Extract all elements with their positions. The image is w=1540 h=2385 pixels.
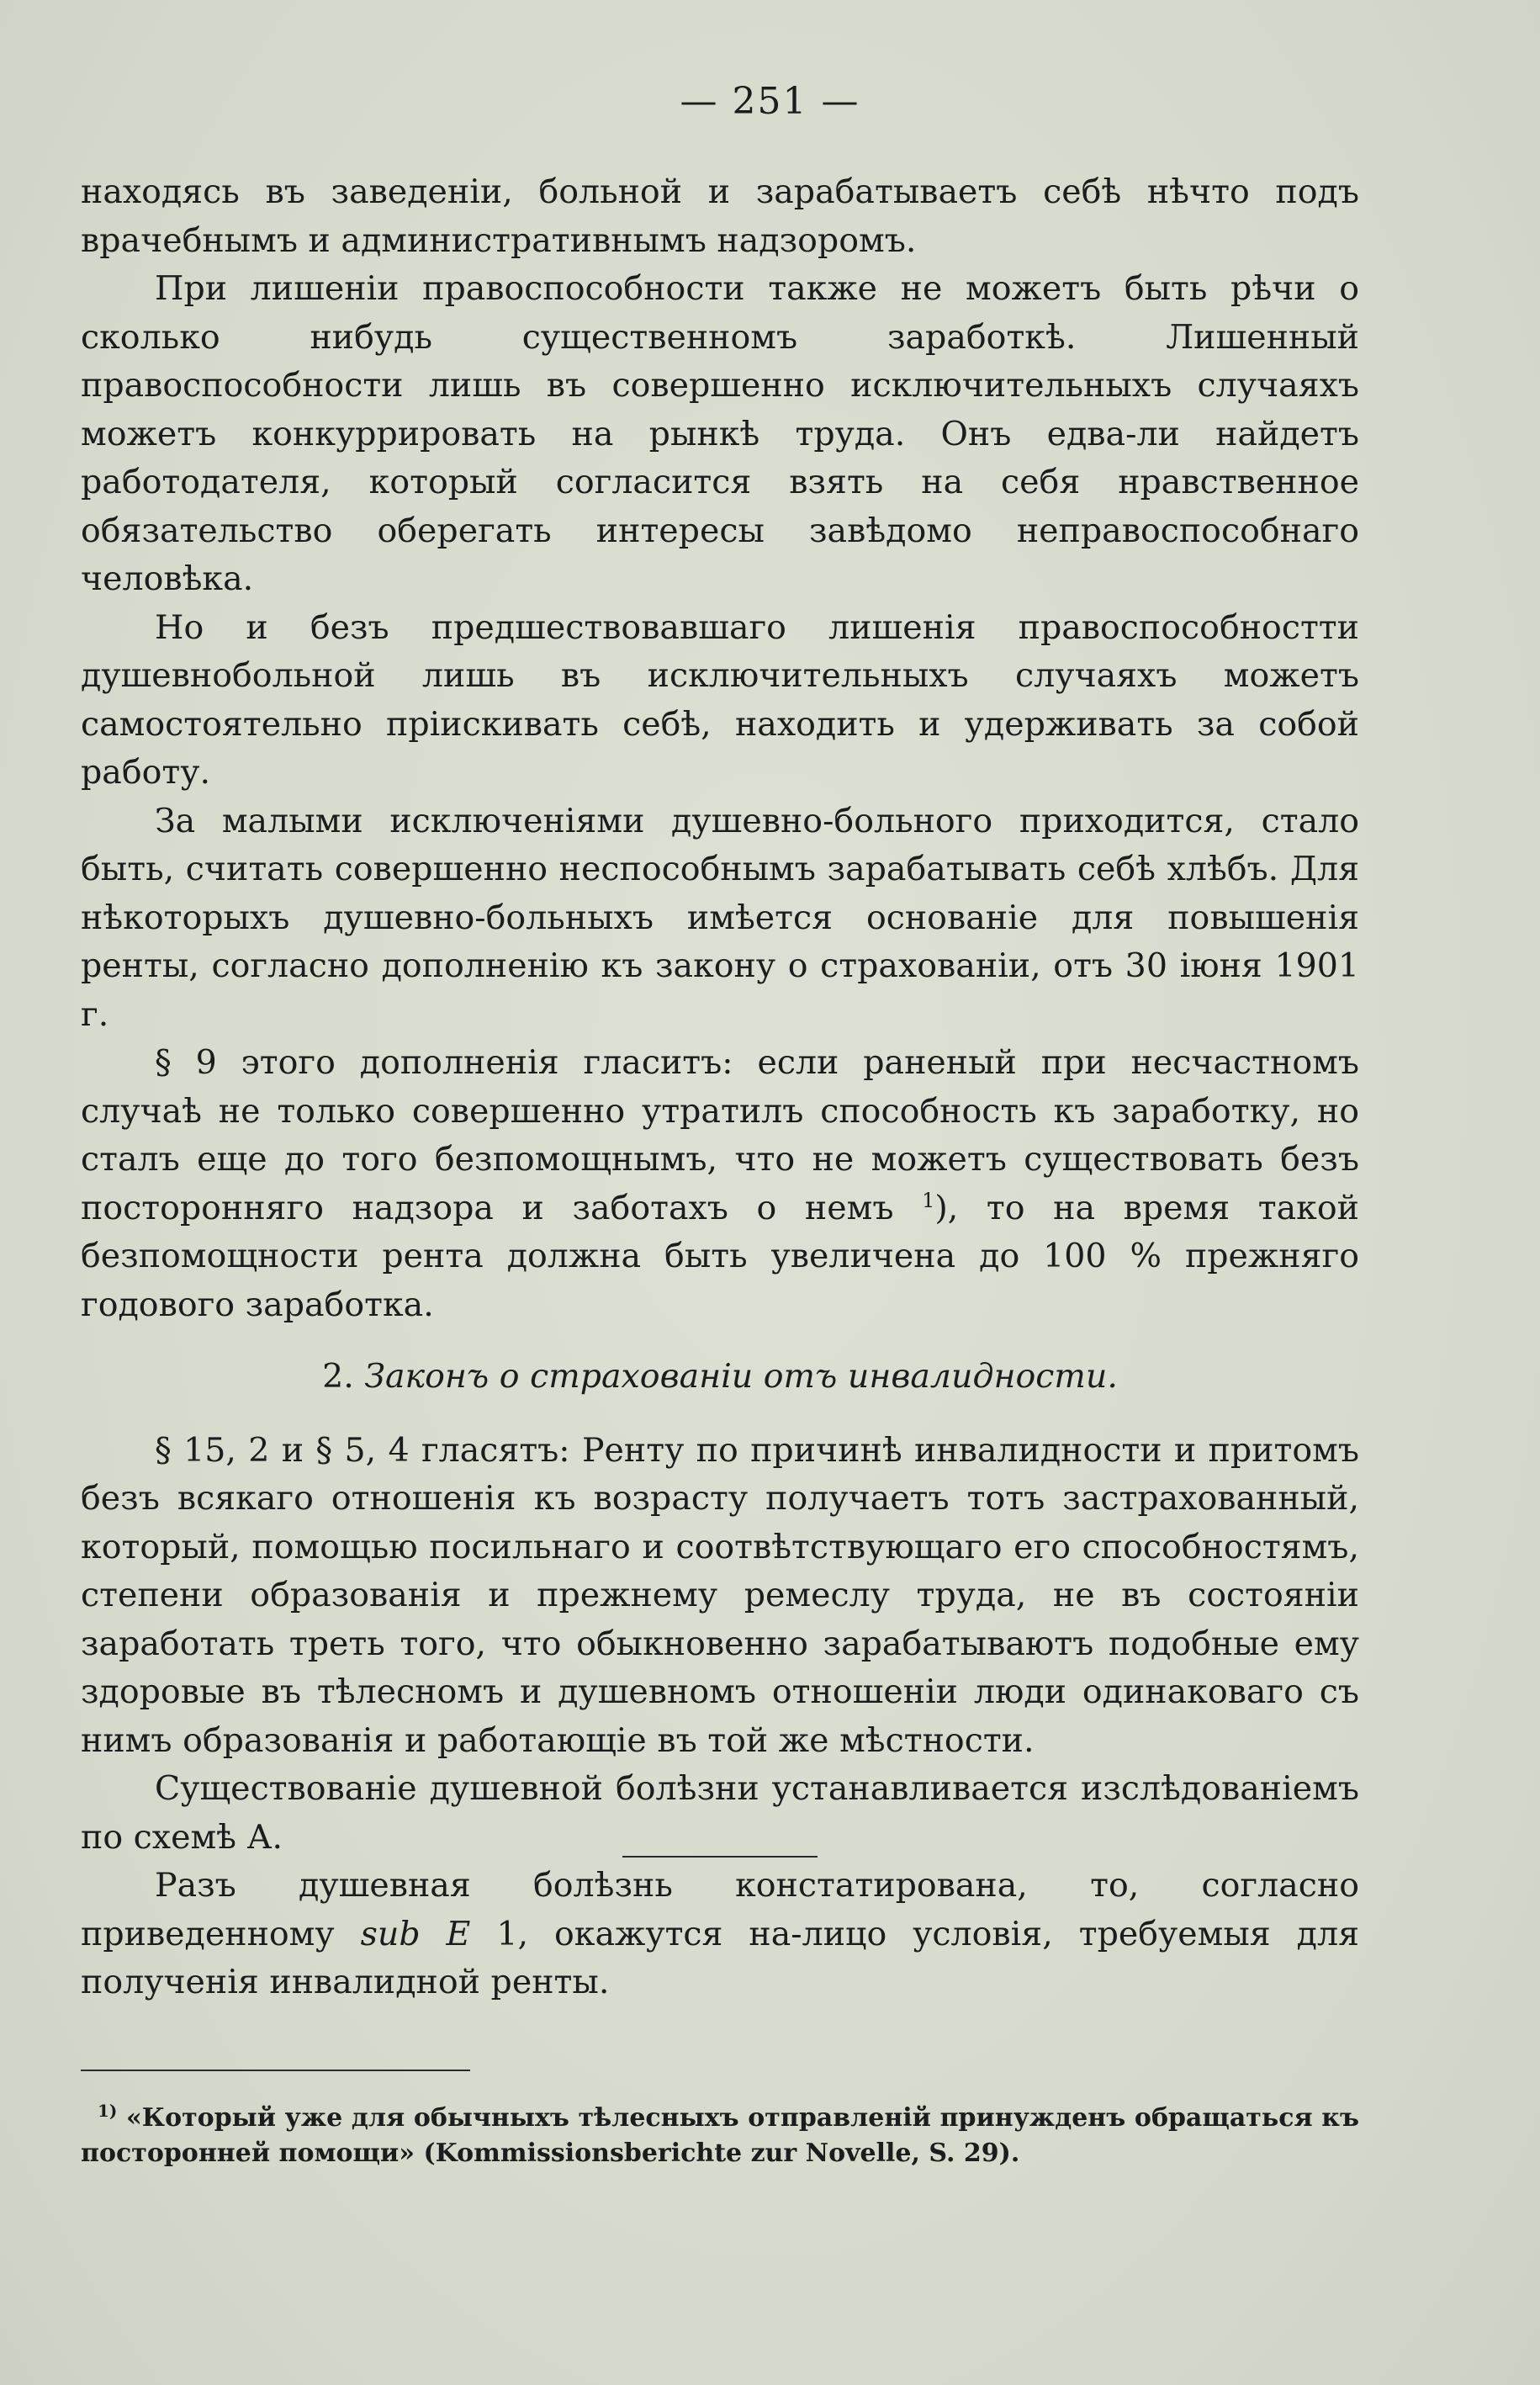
footnote-separator: [81, 2070, 470, 2071]
section-heading: [81, 1353, 1359, 1402]
footnote-reference: 1: [922, 1188, 935, 1212]
section-number: 2.: [322, 1357, 354, 1396]
section-paragraph-3-text-b: 1, окажутся на-лицо условiя, требуемыя для полученiя инвалидной ренты.: [81, 1914, 1359, 2001]
footnote-marker: 1): [98, 2101, 118, 2121]
footnote-text: «Который уже для обычныхъ тѣлесныхъ отправленiй принужденъ обращаться къ посторонней помощи» (Kommissionsberichte zur Novelle, S. 29).: [81, 2103, 1359, 2168]
section-end-rule: [622, 1856, 818, 1858]
section-paragraph-2: Существованiе душевной болѣзни устанавливается изслѣдованiемъ по схемѣ А.: [81, 1769, 1359, 1857]
page-number: — 251 —: [680, 80, 860, 123]
section-paragraph-3: [81, 1862, 1359, 2007]
paragraph-2: При лишенiи правоспособности также не можетъ быть рѣчи о сколько нибудь существенномъ заработкѣ. Лишенный правоспособности лишь въ совершенно исключительныхъ случаяхъ можетъ конкуррировать на рынкѣ труда. Онъ едва-ли найдетъ работодателя, который согласится взять на себя нравственное обязательство оберегать интересы завѣдомо неправоспособнаго человѣка.: [81, 269, 1359, 598]
paragraph-1: находясь въ заведенiи, больной и зарабатываетъ себѣ нѣчто подъ врачебнымъ и административнымъ надзоромъ.: [81, 172, 1359, 260]
paragraph-5-text-a: § 9 этого дополненiя гласитъ: если раненый при несчастномъ случаѣ не только совершенно утратилъ способность къ заработку, но сталъ еще до того безпомощнымъ, что не можетъ существовать безъ посторонняго надзора и заботахъ о немъ: [81, 1043, 1359, 1227]
section-paragraph-1: § 15, 2 и § 5, 4 гласятъ: Ренту по причинѣ инвалидности и притомъ безъ всякаго отношенiя къ возрасту получаетъ тотъ застрахованный, который, помощью посильнаго и соотвѣтствующаго его способностямъ, степени образованiя и прежнему ремеслу труда, не въ состоянiи заработать треть того, что обыкновенно зарабатываютъ подобные ему здоровые въ тѣлесномъ и душевномъ отношенiи люди одинаковаго съ нимъ образованiя и работающiе въ той же мѣстности.: [81, 1430, 1359, 1760]
section-title: Законъ о страхованiи отъ инвалидности.: [364, 1357, 1118, 1396]
paragraph-3: Но и безъ предшествовавшаго лишенiя правоспособностти душевнобольной лишь въ исключительныхъ случаяхъ можетъ самостоятельно прiискивать себѣ, находить и удерживать за собой работу.: [81, 607, 1359, 792]
section-paragraph-3-text-a: Разъ душевная болѣзнь констатирована, то, согласно приведенному: [81, 1866, 1359, 1953]
paragraph-5-text-b: ), то на время такой безпомощности рента должна быть увеличена до 100 % прежняго годового заработка.: [81, 1188, 1359, 1324]
paragraph-5: [81, 1039, 1359, 1329]
body-text: [81, 168, 1359, 2007]
paragraph-4: За малыми исключенiями душевно-больного приходится, стало быть, считать совершенно неспособнымъ зарабатывать себѣ хлѣбъ. Для нѣкоторыхъ душевно-больныхъ имѣется основанiе для повышенiя ренты, согласно дополненiю къ закону о страхованiи, отъ 30 iюня 1901 г.: [81, 801, 1359, 1034]
sub-reference: sub E: [360, 1914, 471, 1953]
footnote: [81, 2093, 1359, 2171]
